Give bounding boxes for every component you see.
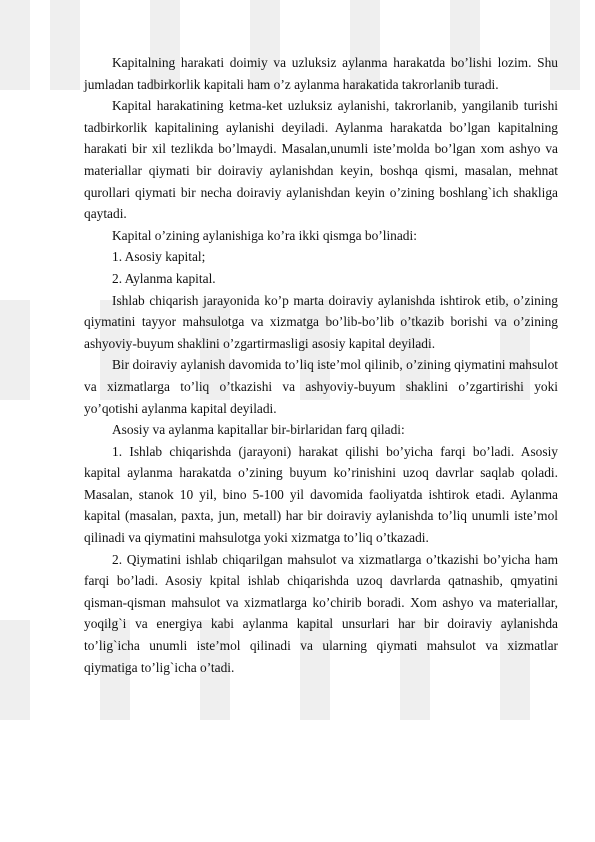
paragraph: Kapital harakatining ketma-ket uzluksiz aylanishi, takrorlanib, yangilanib turishi tadbirkorlik kapitalining aylanishi deyiladi. Aylanma harakatda bo’lgan kapitalning harakati bir xil tezlikda bo’lmaydi. Masalan,unumli iste’molda bo’lgan xom ashyo va materiallar qiymati bir doiraviy aylanishdan keyin, boshqa qismi, masalan, mehnat qurollari qiymati bir necha doiraviy aylanishdan keyin o’zining boshlang`ich shakliga qaytadi. xyxy=(84,98,558,222)
paragraph: Bir doiraviy aylanish davomida to’liq iste’mol qilinib, o’zining qiymatini mahsulot va xizmatlarga to’liq o’tkazishi va ashyoviy-buyum shaklini o’zgartirishi yoki yo’qotishi aylanma kapital deyiladi. xyxy=(84,357,558,416)
paragraph: 1. Ishlab chiqarishda (jarayoni) harakat qilishi bo’yicha farqi bo’ladi. Asosiy kapital aylanma harakatda o’zining buyum ko’rinishini uzoq davrlar saqlab qoladi. Masalan, stanok 10 yil, bino 5-100 yil davomida faoliyatda ishtirok etadi. Aylanma kapital (masalan, paxta, jun, metall) har bir doiraviy aylanishda to’liq unumli iste’mol qilinadi va qiymatini mahsulotga yoki xizmatga to’liq o’tkazadi. xyxy=(84,443,558,546)
paragraph: Kapital o’zining aylanishiga ko’ra ikki qismga bo’linadi: xyxy=(112,227,417,243)
document-body xyxy=(84,52,558,678)
list-item: 1. Asosiy kapital; xyxy=(112,249,206,265)
list-item: 2. Aylanma kapital. xyxy=(112,270,216,286)
paragraph: Ishlab chiqarish jarayonida ko’p marta doiraviy aylanishda ishtirok etib, o’zining qiymatini tayyor mahsulotga va xizmatga bo’lib-bo’lib o’tkazib borishi va o’zining ashyoviy-buyum shaklini o’zgartirmasligi asosiy kapital deyiladi. xyxy=(84,292,558,351)
paragraph: Asosiy va aylanma kapitallar bir-birlaridan farq qiladi: xyxy=(112,422,405,438)
paragraph: Kapitalning harakati doimiy va uzluksiz aylanma harakatda bo’lishi lozim. Shu jumladan tadbirkorlik kapitali ham o’z aylanma harakatida takrorlanib turadi. xyxy=(84,55,558,92)
paragraph: 2. Qiymatini ishlab chiqarilgan mahsulot va xizmatlarga o’tkazishi bo’yicha ham farqi bo’ladi. Asosiy kpital ishlab chiqarishda uzoq davrlarda qatnashib, qmyatini qisman-qisman mahsulot va xizmatlarga ko’chirib boradi. Xom ashyo va materiallar, yoqilg`i va energiya kabi aylanma kapital unsurlari har bir doiraviy aylanishda to’lig`icha unumli iste’mol qilinadi va ularning qiymati mahsulot va xizmatlar qiymatiga to’lig`icha o’tadi. xyxy=(84,551,558,675)
